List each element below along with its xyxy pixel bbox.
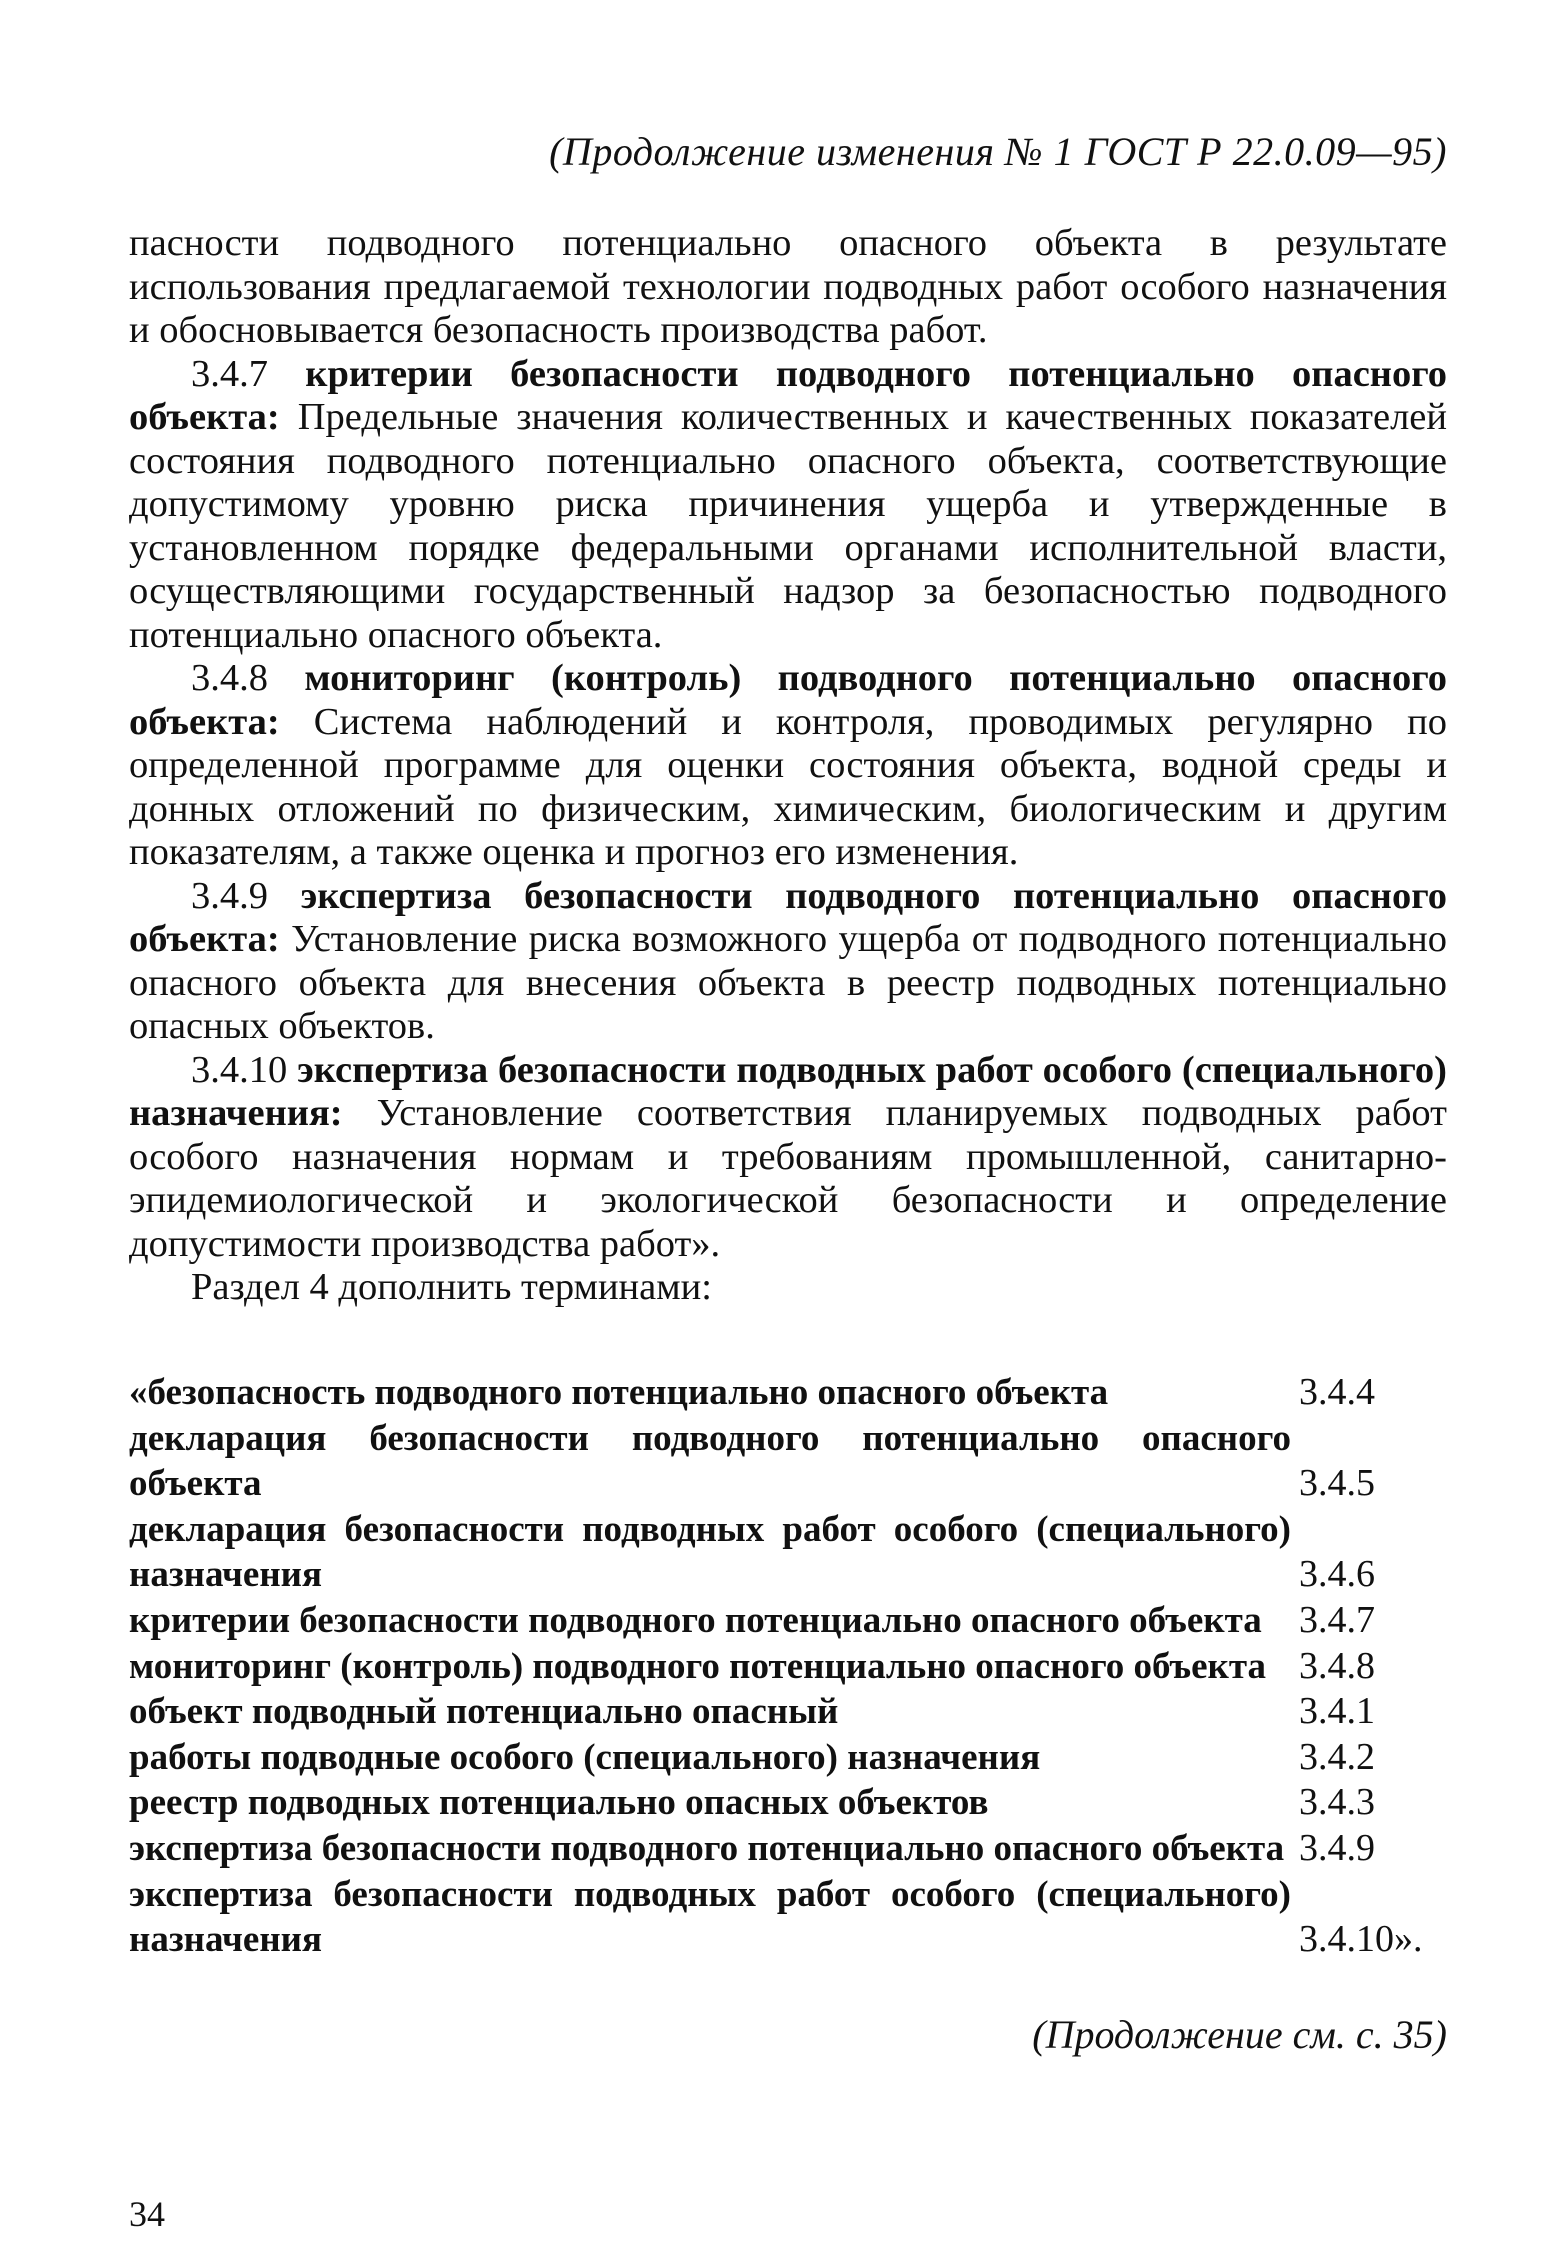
term-name: экспертиза безопасности подводного потенциально опасного объекта: [129, 874, 1448, 960]
document-body [129, 222, 1447, 1310]
terms-index-term: работы подводные особого (специального) назначения [129, 1736, 1041, 1778]
term-name: мониторинг (контроль) подводного потенциально опасного объекта: [129, 657, 1447, 743]
clause-number: 3.4.7 [191, 352, 268, 395]
terms-index-row [129, 1507, 1447, 1598]
term-name: критерии безопасности подводного потенциально опасного объекта: [129, 352, 1447, 438]
terms-index-ref: 3.4.5 [1299, 1462, 1375, 1505]
terms-index-term: критерии безопасности подводного потенциально опасного объекта [129, 1599, 1262, 1641]
paragraph-text: Система наблюдений и контроля, проводимых регулярно по определенной программе для оценки состояния объекта, водной среды и донных отложений по физическим, химическим, биологическим и другим показателям, а также оценка и прогноз его изменения. [129, 700, 1447, 873]
terms-index-row [129, 1872, 1447, 1963]
terms-index-row [129, 1735, 1447, 1781]
terms-index-term: декларация безопасности подводного потенциально опасного объекта [129, 1417, 1291, 1505]
paragraph-3-4-7 [129, 353, 1447, 658]
terms-index-row [129, 1644, 1447, 1690]
terms-index-row [129, 1598, 1447, 1644]
terms-index-ref: 3.4.3 [1299, 1781, 1375, 1824]
terms-index-row [129, 1416, 1447, 1507]
terms-index-ref: 3.4.1 [1299, 1690, 1375, 1733]
paragraph-text: Предельные значения количественных и качественных показателей состояния подводного потенциально опасного объекта, соответствующие допустимому уровню риска причинения ущерба и утвержденные в установленном порядке федеральными органами исполнительной власти, осуществляющими государственный надзор за безопасностью подводного потенциально опасного объекта. [129, 396, 1447, 656]
terms-index-term: мониторинг (контроль) подводного потенциально опасного объекта [129, 1645, 1266, 1687]
terms-index-term: экспертиза безопасности подводного потенциально опасного объекта [129, 1827, 1285, 1869]
terms-index-term: декларация безопасности подводных работ особого (специального) назначения [129, 1508, 1291, 1596]
terms-index-row [129, 1826, 1447, 1872]
terms-index-row [129, 1780, 1447, 1826]
terms-index-term: объект подводный потенциально опасный [129, 1691, 839, 1733]
terms-index-ref: 3.4.4 [1299, 1371, 1375, 1413]
term-name: экспертиза безопасности подводных работ особого (специального) назначения: [129, 1048, 1448, 1134]
terms-index [129, 1370, 1447, 1963]
paragraph-3-4-8 [129, 657, 1447, 875]
clause-number: 3.4.9 [191, 874, 268, 917]
page-number: 34 [129, 2194, 165, 2234]
clause-number: 3.4.10 [191, 1048, 288, 1091]
paragraph-3-4-10 [129, 1049, 1447, 1267]
paragraph-text: Установление риска возможного ущерба от подводного потенциально опасного объекта для внесения объекта в реестр подводных потенциально опасных объектов. [129, 918, 1447, 1047]
terms-index-ref: 3.4.6 [1299, 1553, 1375, 1596]
paragraph-3-4-9 [129, 875, 1447, 1049]
terms-index-ref: 3.4.2 [1299, 1735, 1375, 1778]
paragraph-continuation [129, 222, 1447, 353]
terms-index-ref: 3.4.8 [1299, 1644, 1375, 1687]
page-header: (Продолжение изменения № 1 ГОСТ Р 22.0.09—95) [549, 129, 1447, 174]
terms-index-ref: 3.4.10». [1299, 1918, 1423, 1961]
section-intro: Раздел 4 дополнить терминами: [191, 1266, 712, 1308]
clause-number: 3.4.8 [191, 657, 268, 699]
terms-index-term: реестр подводных потенциально опасных объектов [129, 1782, 989, 1824]
paragraph-text: пасности подводного потенциально опасного объекта в результате использования предлагаемой технологии подводных работ особого назначения и обосновывается безопасность производства работ. [129, 222, 1447, 351]
terms-index-ref: 3.4.7 [1299, 1598, 1375, 1641]
terms-index-term: экспертиза безопасности подводных работ особого (специального) назначения [129, 1873, 1291, 1961]
continuation-note: (Продолжение см. с. 35) [1032, 2012, 1447, 2057]
terms-index-row [129, 1370, 1447, 1416]
terms-index-ref: 3.4.9 [1299, 1826, 1375, 1869]
paragraph-text: Установление соответствия планируемых подводных работ особого назначения нормам и требованиям промышленной, санитарно-эпидемиологической и экологической безопасности и определение допустимости производства работ». [129, 1092, 1447, 1265]
terms-index-term: «безопасность подводного потенциально опасного объекта [129, 1372, 1109, 1413]
terms-index-row [129, 1689, 1447, 1735]
